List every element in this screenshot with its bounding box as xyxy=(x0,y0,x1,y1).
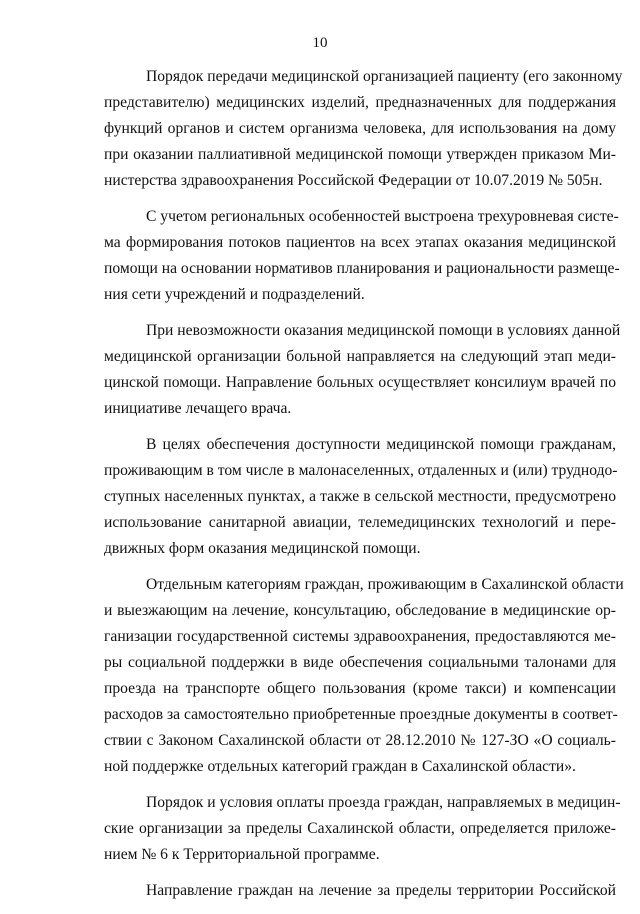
text-line: расходов за самостоятельно приобретенные проездные документы в соответ- xyxy=(104,706,618,723)
paragraph-travel-payment xyxy=(104,790,621,868)
text-line: ствии с Законом Сахалинской области от 28.12.2010 № 127-ЗО «О социаль- xyxy=(104,732,616,749)
text-line: функций органов и систем организма человека, для использования на дому xyxy=(104,120,616,137)
text-line: нием № 6 к Территориальной программе. xyxy=(104,846,380,863)
paragraph-accessibility xyxy=(104,432,616,562)
text-line: помощи на основании нормативов планирования и рациональности размеще- xyxy=(104,260,620,277)
text-line: Направление граждан на лечение за пределы территории Российской xyxy=(146,882,616,899)
text-line: цинской помощи. Направление больных осуществляет консилиум врачей по xyxy=(104,374,616,391)
paragraph-three-level-system xyxy=(104,204,620,308)
text-line: медицинской организации больной направляется на следующий этап меди- xyxy=(104,348,616,365)
text-line: Порядок и условия оплаты проезда граждан, направляемых в медицин- xyxy=(146,794,621,811)
text-line: При невозможности оказания медицинской помощи в условиях данной xyxy=(146,322,621,339)
text-line: при оказании паллиативной медицинской помощи утвержден приказом Ми- xyxy=(104,146,616,163)
text-line: ния сети учреждений и подразделений. xyxy=(104,286,365,303)
text-line: Порядок передачи медицинской организацией пациенту (его законному xyxy=(146,68,623,85)
paragraph-referral-next-stage xyxy=(104,318,621,422)
text-line: ские организации за пределы Сахалинской области, определяется приложе- xyxy=(104,820,616,837)
text-line: представителю) медицинских изделий, предназначенных для поддержания xyxy=(104,94,616,111)
text-line: ной поддержке отдельных категорий граждан в Сахалинской области». xyxy=(104,758,576,775)
text-line: движных форм оказания медицинской помощи. xyxy=(104,540,421,557)
text-line: С учетом региональных особенностей выстроена трехуровневая систе- xyxy=(146,208,619,225)
text-line: проезда на транспорте общего пользования (кроме такси) и компенсации xyxy=(104,680,616,697)
text-line: и выезжающим на лечение, консультацию, обследование в медицинские ор- xyxy=(104,602,616,619)
text-line: ры социальной поддержки в виде обеспечения социальными талонами для xyxy=(104,654,616,671)
text-line: проживающим в том числе в малонаселенных, отдаленных и (или) труднодо- xyxy=(104,462,618,479)
text-line: ганизации государственной системы здравоохранения, предоставляются ме- xyxy=(104,628,616,645)
text-line: В целях обеспечения доступности медицинской помощи гражданам, xyxy=(146,436,616,453)
text-line: ма формирования потоков пациентов на всех этапах оказания медицинской xyxy=(104,234,616,251)
text-line: нистерства здравоохранения Российской Федерации от 10.07.2019 № 505н. xyxy=(104,172,603,189)
paragraph-referral-outside-territory xyxy=(104,878,616,904)
text-line: ступных населенных пунктах, а также в сельской местности, предусмотрено xyxy=(104,488,616,505)
paragraph-social-support xyxy=(104,572,624,780)
document-body xyxy=(104,64,624,914)
paragraph-palliative-devices xyxy=(104,64,623,194)
page-number: 10 xyxy=(312,35,328,51)
text-line: инициативе лечащего врача. xyxy=(104,400,292,417)
text-line: использование санитарной авиации, телемедицинских технологий и пере- xyxy=(104,514,616,531)
text-line: Отдельным категориям граждан, проживающим в Сахалинской области xyxy=(146,576,624,593)
